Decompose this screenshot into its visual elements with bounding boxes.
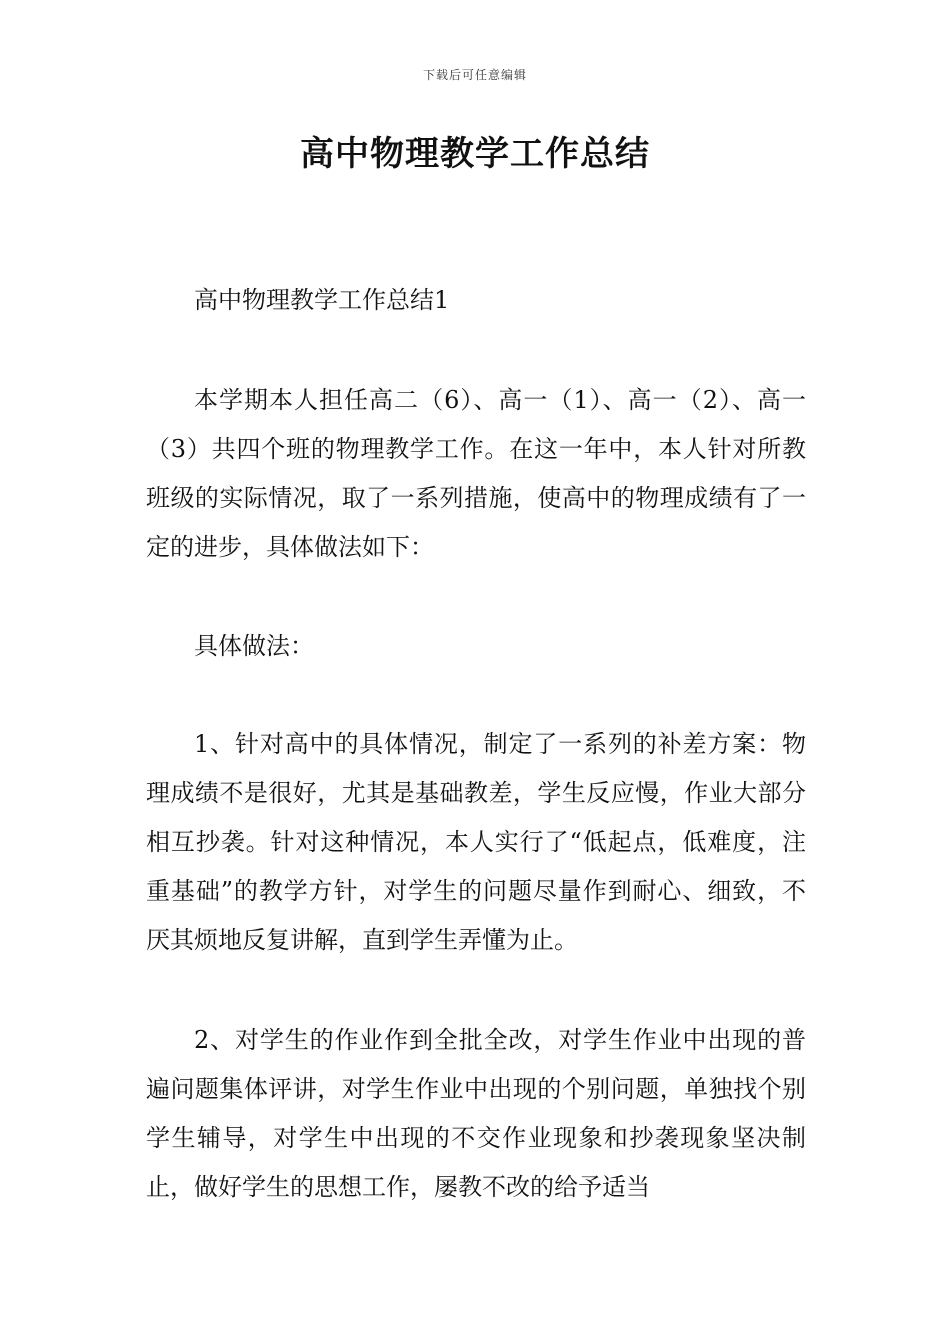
paragraph-methods-heading: 具体做法： (194, 632, 314, 660)
paragraph-method-2: 2、对学生的作业作到全批全改，对学生作业中出现的普遍问题集体评讲，对学生作业中出现的个别问题，单独找个别学生辅导，对学生中出现的不交作业现象和抄袭现象坚决制止，做好学生的思想工作，屡教不改的给予适当 (146, 1026, 806, 1201)
paragraph-method-1: 1、针对高中的具体情况，制定了一系列的补差方案：物理成绩不是很好，尤其是基础教差，学生反应慢，作业大部分相互抄袭。针对这种情况，本人实行了“低起点，低难度，注重基础”的教学方针，对学生的问题尽量作到耐心、细致，不厌其烦地反复讲解，直到学生弄懂为止。 (146, 730, 806, 954)
header-note: 下载后可任意编辑 (422, 68, 527, 82)
section-subtitle: 高中物理教学工作总结1 (194, 286, 450, 314)
paragraph-intro: 本学期本人担任高二（6）、高一（1）、高一（2）、高一（3）共四个班的物理教学工作。在这一年中，本人针对所教班级的实际情况，取了一系列措施，使高中的物理成绩有了一定的进步，具体做法如下： (146, 386, 806, 561)
document-title: 高中物理教学工作总结 (300, 134, 650, 174)
